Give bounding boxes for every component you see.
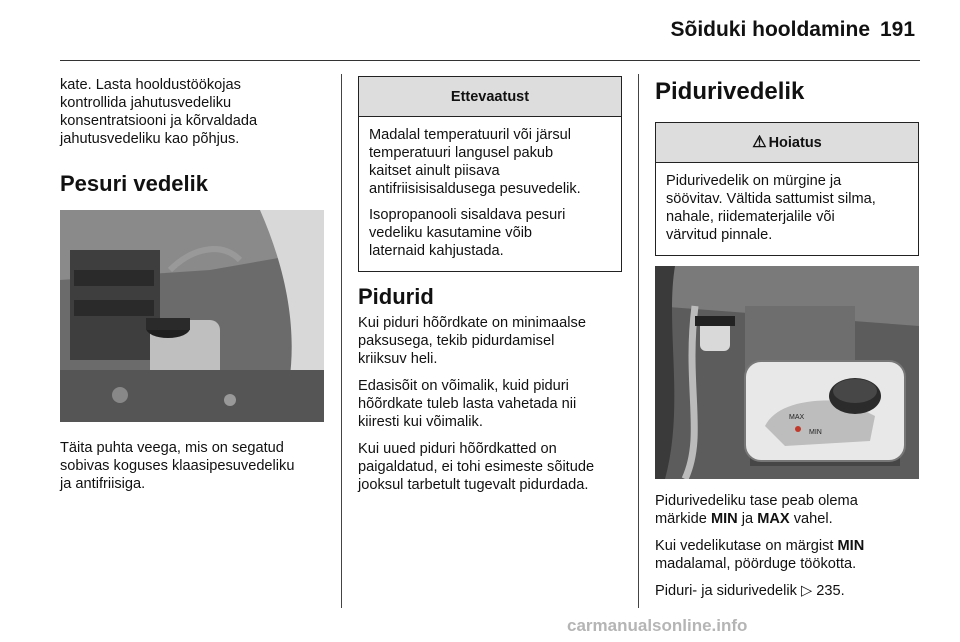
brake-fluid-heading: Pidurivedelik xyxy=(655,78,805,105)
header-rule xyxy=(60,60,920,61)
warning-body: Pidurivedelik on mürgine ja söövitav. Vältida sattumist silma, nahale, riidematerjalile või värvitud pinnale. xyxy=(666,173,876,243)
caution-box xyxy=(358,76,622,272)
caution-title: Ettevaatust xyxy=(359,77,621,117)
warning-title: ⚠ Hoiatus xyxy=(656,123,918,163)
brake-reservoir-photo xyxy=(655,266,919,479)
intro-paragraph: kate. Lasta hooldustöökojas kontrollida jahutusvedeliku konsentratsiooni ja kõrvaldada jahutusvedeliku kao põhjus. xyxy=(60,77,258,147)
min-mark-label: MIN xyxy=(809,429,822,436)
watermark: carmanualsonline.info xyxy=(567,616,748,635)
crossref-arrow-icon: ▷ xyxy=(801,583,813,599)
caution-body: Madalal temperatuuril või järsul temperatuuri langusel pakub kaitset ainult piisava antifriisisisaldusega pesuvedelik. Isopropanooli sisaldava pesuri vedeliku kasutamine võib laternaid kahjustada. xyxy=(369,127,581,259)
crossref-link[interactable]: ▷ 235. xyxy=(801,583,845,599)
brake-fluid-crossref: Piduri- ja sidurivedelik ▷ 235. xyxy=(655,583,845,599)
warning-box xyxy=(655,122,919,256)
running-title: Sõiduki hooldamine xyxy=(670,18,870,41)
column-divider-1 xyxy=(341,74,342,608)
washer-fluid-caption: Täita puhta veega, mis on segatud sobivas koguses klaasipesuvedeliku ja antifriisiga. xyxy=(60,440,295,492)
max-mark-label: MAX xyxy=(789,414,805,421)
column-1 xyxy=(60,76,324,502)
washer-fluid-heading: Pesuri vedelik xyxy=(60,171,208,196)
column-3 xyxy=(655,76,919,609)
column-divider-2 xyxy=(638,74,639,608)
washer-reservoir-photo xyxy=(60,210,324,422)
brakes-paragraph-3: Kui uued piduri hõõrdkatted on paigaldatud, ei tohi esimeste sõitude jooksul tarbetult tugevalt pidurdada. xyxy=(358,441,595,493)
column-2 xyxy=(358,76,622,503)
brake-fluid-paragraph-2: Kui vedelikutase on märgist MIN madalamal, pöörduge töökotta. xyxy=(655,538,865,572)
warning-triangle-icon: ⚠ xyxy=(752,134,767,151)
page-number: 191 xyxy=(880,18,916,41)
brakes-heading: Pidurid xyxy=(358,284,434,309)
brakes-paragraph-2: Edasisõit on võimalik, kuid piduri hõõrdkate tuleb lasta vahetada nii kiiresti kui võimalik. xyxy=(358,378,577,430)
brakes-paragraph-1: Kui piduri hõõrdkate on minimaalse paksusega, tekib pidurdamisel kriiksuv heli. xyxy=(358,315,586,367)
brake-fluid-paragraph-1: Pidurivedeliku tase peab olema märkide MIN ja MAX vahel. xyxy=(655,493,858,527)
